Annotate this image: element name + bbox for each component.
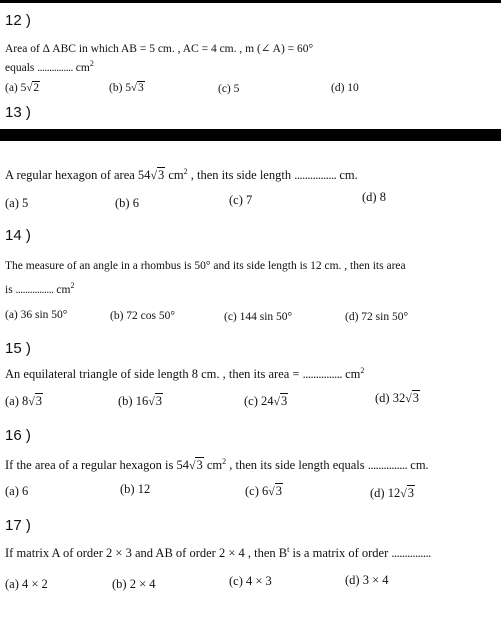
question-stem: An equilateral triangle of side length 8 cm. , then its area = ............... $cm^2$ [5, 366, 365, 382]
option-a[interactable]: (a) 4 × 2 [5, 577, 48, 591]
question-number: 17 ) [5, 517, 31, 534]
option-b[interactable]: (b) 12 [120, 482, 151, 496]
section-divider [0, 129, 501, 141]
option-a[interactable]: (a) 6 [5, 484, 29, 498]
option-a[interactable]: (a) 36 sin 50° [5, 309, 68, 321]
option-d[interactable]: (d) 12√3 [370, 486, 414, 500]
option-c[interactable]: (c) 4 × 3 [229, 574, 272, 588]
option-d[interactable]: (d) 8 [362, 190, 386, 204]
option-c[interactable]: (c) 144 sin 50° [224, 311, 293, 323]
option-b[interactable]: (b) 16√3 [118, 394, 162, 408]
option-b[interactable]: (b) 5√3 [109, 82, 144, 94]
question-stem: The measure of an angle in a rhombus is 50° and its side length is 12 cm. , then its area [5, 260, 406, 272]
question-number: 16 ) [5, 427, 31, 444]
question-number: 12 ) [5, 12, 31, 29]
option-b[interactable]: (b) 2 × 4 [112, 577, 156, 591]
question-number: 15 ) [5, 340, 31, 357]
question-stem: Area of Δ ABC in which AB = 5 cm. , AC = 4 cm. , m (∠ A) = 60° [5, 43, 314, 55]
question-stem: If matrix A of order 2 × 3 and AB of order 2 × 4 , then $B^t$ is a matrix of order ............... [5, 545, 431, 561]
question-stem-line2: is ................ $cm^2$ [5, 281, 75, 296]
option-a[interactable]: (a) 5√2 [5, 82, 40, 94]
option-c[interactable]: (c) 24√3 [244, 394, 288, 408]
option-c[interactable]: (c) 6√3 [245, 484, 283, 498]
option-c[interactable]: (c) 7 [229, 193, 253, 207]
option-d[interactable]: (d) 3 × 4 [345, 573, 389, 587]
option-d[interactable]: (d) 10 [331, 82, 359, 94]
option-c[interactable]: (c) 5 [218, 83, 240, 95]
top-divider [0, 0, 501, 3]
option-d[interactable]: (d) 72 sin 50° [345, 311, 409, 323]
question-stem: If the area of a regular hexagon is 54√3 $cm^2$ , then its side length equals ............... cm. [5, 457, 429, 473]
option-b[interactable]: (b) 72 cos 50° [110, 310, 175, 322]
question-number: 13 ) [5, 104, 31, 121]
option-b[interactable]: (b) 6 [115, 196, 139, 210]
question-stem: A regular hexagon of area 54√3 $cm^2$ , then its side length ................ cm. [5, 167, 358, 183]
question-stem-line2: equals ............... $cm^2$ [5, 59, 94, 74]
option-a[interactable]: (a) 8√3 [5, 394, 43, 408]
option-d[interactable]: (d) 32√3 [375, 391, 419, 405]
option-a[interactable]: (a) 5 [5, 196, 29, 210]
question-number: 14 ) [5, 227, 31, 244]
